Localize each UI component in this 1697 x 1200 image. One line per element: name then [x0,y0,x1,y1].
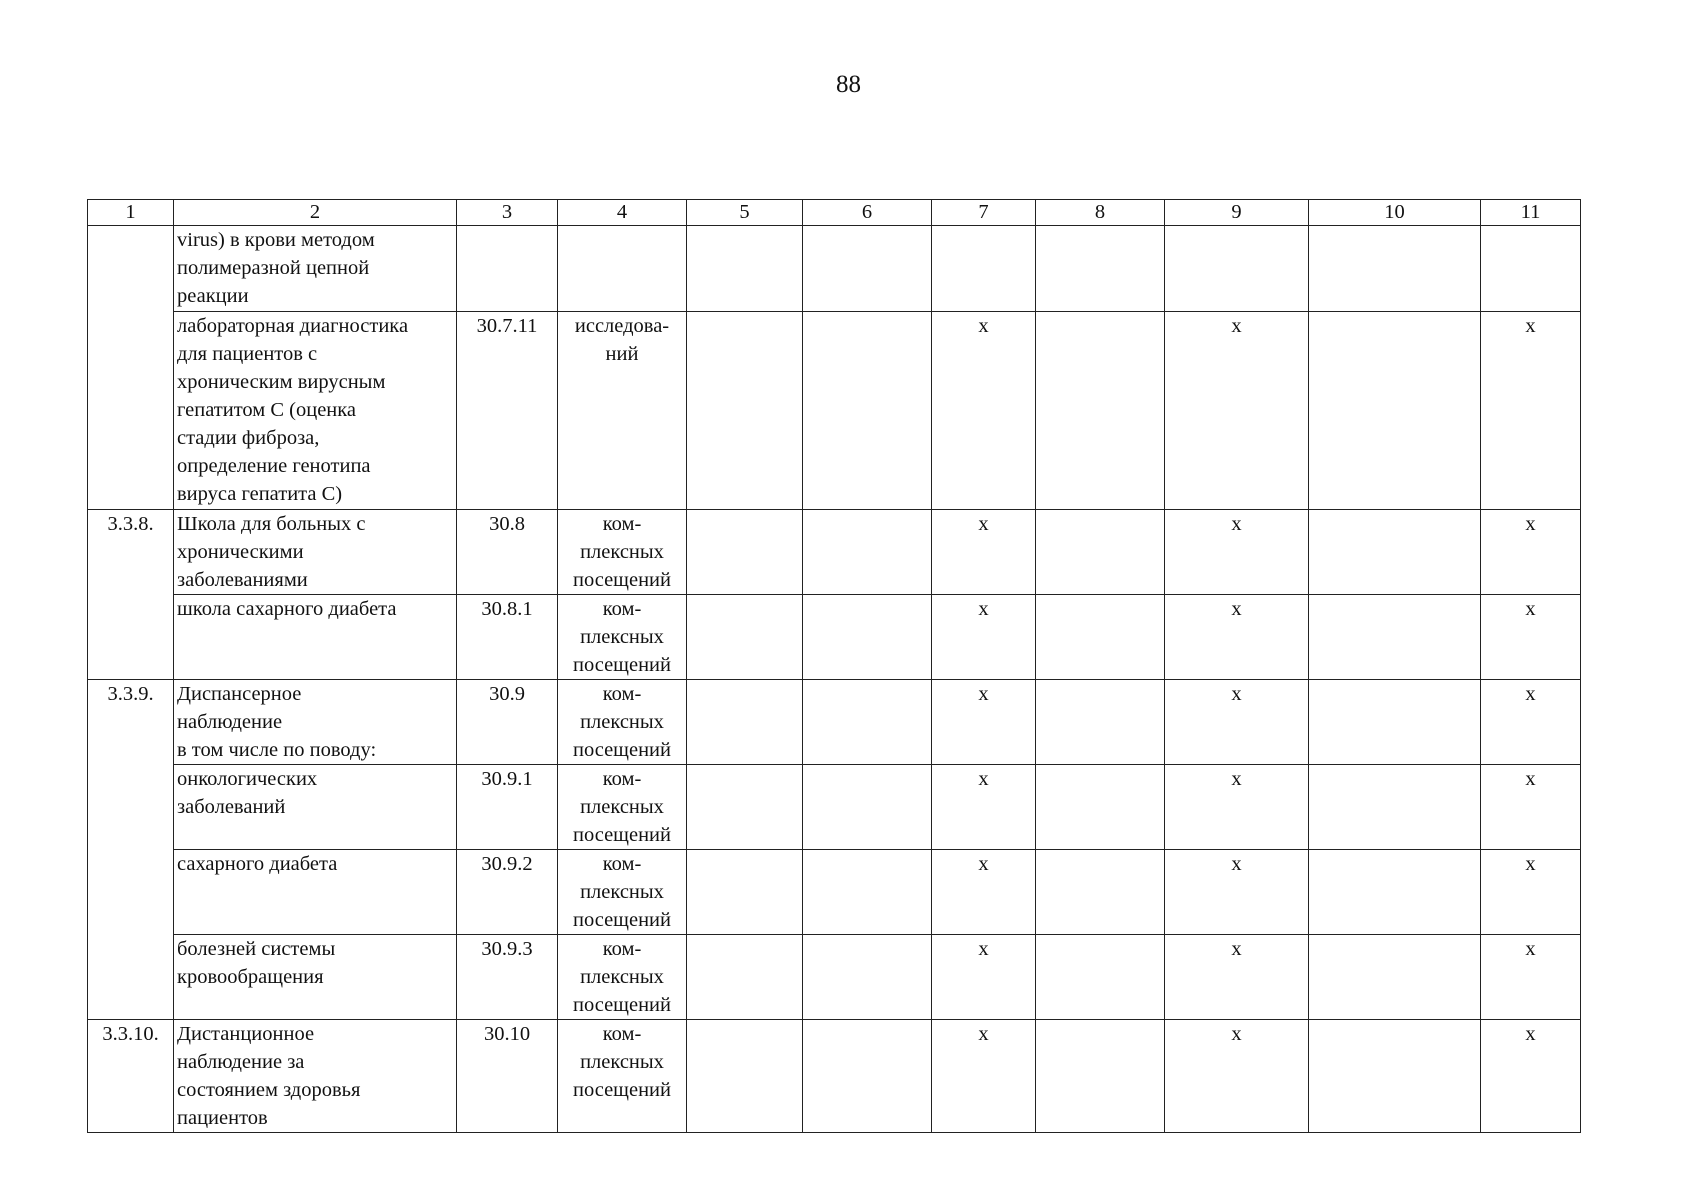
description-cell: Дистанционное наблюдение за состоянием здоровья пациентов [174,1020,457,1133]
table-row [88,850,1581,935]
value-cell [1309,850,1481,935]
code-cell: 30.9 [457,680,558,765]
unit-cell: ком- плексных посещений [558,850,687,935]
description-cell: болезней системы кровообращения [174,935,457,1020]
column-header: 8 [1036,200,1165,226]
value-cell [687,510,803,595]
value-cell [1036,226,1165,312]
value-cell [1036,935,1165,1020]
value-cell: х [932,680,1036,765]
unit-cell: ком- плексных посещений [558,1020,687,1133]
description-cell: Диспансерное наблюдение в том числе по поводу: [174,680,457,765]
value-cell [687,1020,803,1133]
column-header: 7 [932,200,1036,226]
value-cell [803,850,932,935]
code-cell: 30.9.2 [457,850,558,935]
value-cell: х [1165,1020,1309,1133]
value-cell [1036,312,1165,510]
table-row [88,595,1581,680]
section-number-cell: 3.3.8. [88,510,174,680]
table-row [88,1020,1581,1133]
value-cell [803,765,932,850]
section-number-cell: 3.3.9. [88,680,174,1020]
value-cell [1036,765,1165,850]
value-cell [687,765,803,850]
value-cell [803,510,932,595]
value-cell: х [1165,935,1309,1020]
value-cell: х [1481,850,1581,935]
value-cell [687,680,803,765]
value-cell [803,595,932,680]
description-cell: сахарного диабета [174,850,457,935]
value-cell [1036,1020,1165,1133]
page-number: 88 [836,71,861,98]
column-header: 2 [174,200,457,226]
value-cell: х [1481,935,1581,1020]
value-cell [1309,595,1481,680]
value-cell [803,312,932,510]
description-cell: Школа для больных с хроническими заболеваниями [174,510,457,595]
value-cell [1036,595,1165,680]
table-row [88,226,1581,312]
description-cell: онкологических заболеваний [174,765,457,850]
table-row [88,312,1581,510]
column-header: 5 [687,200,803,226]
value-cell: х [1481,510,1581,595]
value-cell [803,1020,932,1133]
value-cell [1036,510,1165,595]
value-cell: х [1481,765,1581,850]
section-number-cell: 3.3.10. [88,1020,174,1133]
value-cell [1036,680,1165,765]
unit-cell: ком- плексных посещений [558,595,687,680]
unit-cell: исследова- ний [558,312,687,510]
code-cell [457,226,558,312]
code-cell: 30.8.1 [457,595,558,680]
description-cell: лабораторная диагностика для пациентов с хроническим вирусным гепатитом С (оценка стадии фиброза, определение генотипа вируса гепатита С) [174,312,457,510]
value-cell: х [1481,312,1581,510]
value-cell [1309,680,1481,765]
value-cell: х [1165,510,1309,595]
value-cell: х [932,595,1036,680]
value-cell: х [1165,595,1309,680]
description-cell: virus) в крови методом полимеразной цепной реакции [174,226,457,312]
value-cell [1309,765,1481,850]
code-cell: 30.9.1 [457,765,558,850]
column-header: 9 [1165,200,1309,226]
value-cell: х [1481,595,1581,680]
value-cell [1309,226,1481,312]
column-header: 1 [88,200,174,226]
code-cell: 30.10 [457,1020,558,1133]
value-cell [1309,510,1481,595]
unit-cell: ком- плексных посещений [558,510,687,595]
value-cell [687,595,803,680]
value-cell [803,226,932,312]
table-row [88,765,1581,850]
value-cell: х [932,312,1036,510]
value-cell [803,935,932,1020]
table-row [88,510,1581,595]
unit-cell: ком- плексных посещений [558,680,687,765]
value-cell: х [1165,680,1309,765]
table-row [88,680,1581,765]
value-cell: х [932,510,1036,595]
value-cell [687,226,803,312]
value-cell: х [1165,850,1309,935]
column-header: 10 [1309,200,1481,226]
header-row [88,200,1581,226]
value-cell: х [1165,765,1309,850]
value-cell [1309,312,1481,510]
value-cell [687,850,803,935]
value-cell: х [1481,680,1581,765]
value-cell [1036,850,1165,935]
value-cell [1309,1020,1481,1133]
value-cell [687,312,803,510]
value-cell: х [1165,312,1309,510]
column-header: 4 [558,200,687,226]
value-cell: х [932,935,1036,1020]
value-cell [932,226,1036,312]
code-cell: 30.9.3 [457,935,558,1020]
value-cell [803,680,932,765]
description-cell: школа сахарного диабета [174,595,457,680]
value-cell [687,935,803,1020]
unit-cell: ком- плексных посещений [558,935,687,1020]
code-cell: 30.7.11 [457,312,558,510]
section-number-cell [88,226,174,510]
data-table [87,199,1581,1133]
value-cell [1309,935,1481,1020]
value-cell: х [1481,1020,1581,1133]
column-header: 3 [457,200,558,226]
value-cell [1481,226,1581,312]
value-cell: х [932,765,1036,850]
value-cell: х [932,1020,1036,1133]
column-header: 6 [803,200,932,226]
table-row [88,935,1581,1020]
column-header: 11 [1481,200,1581,226]
code-cell: 30.8 [457,510,558,595]
value-cell [1165,226,1309,312]
unit-cell: ком- плексных посещений [558,765,687,850]
unit-cell [558,226,687,312]
value-cell: х [932,850,1036,935]
